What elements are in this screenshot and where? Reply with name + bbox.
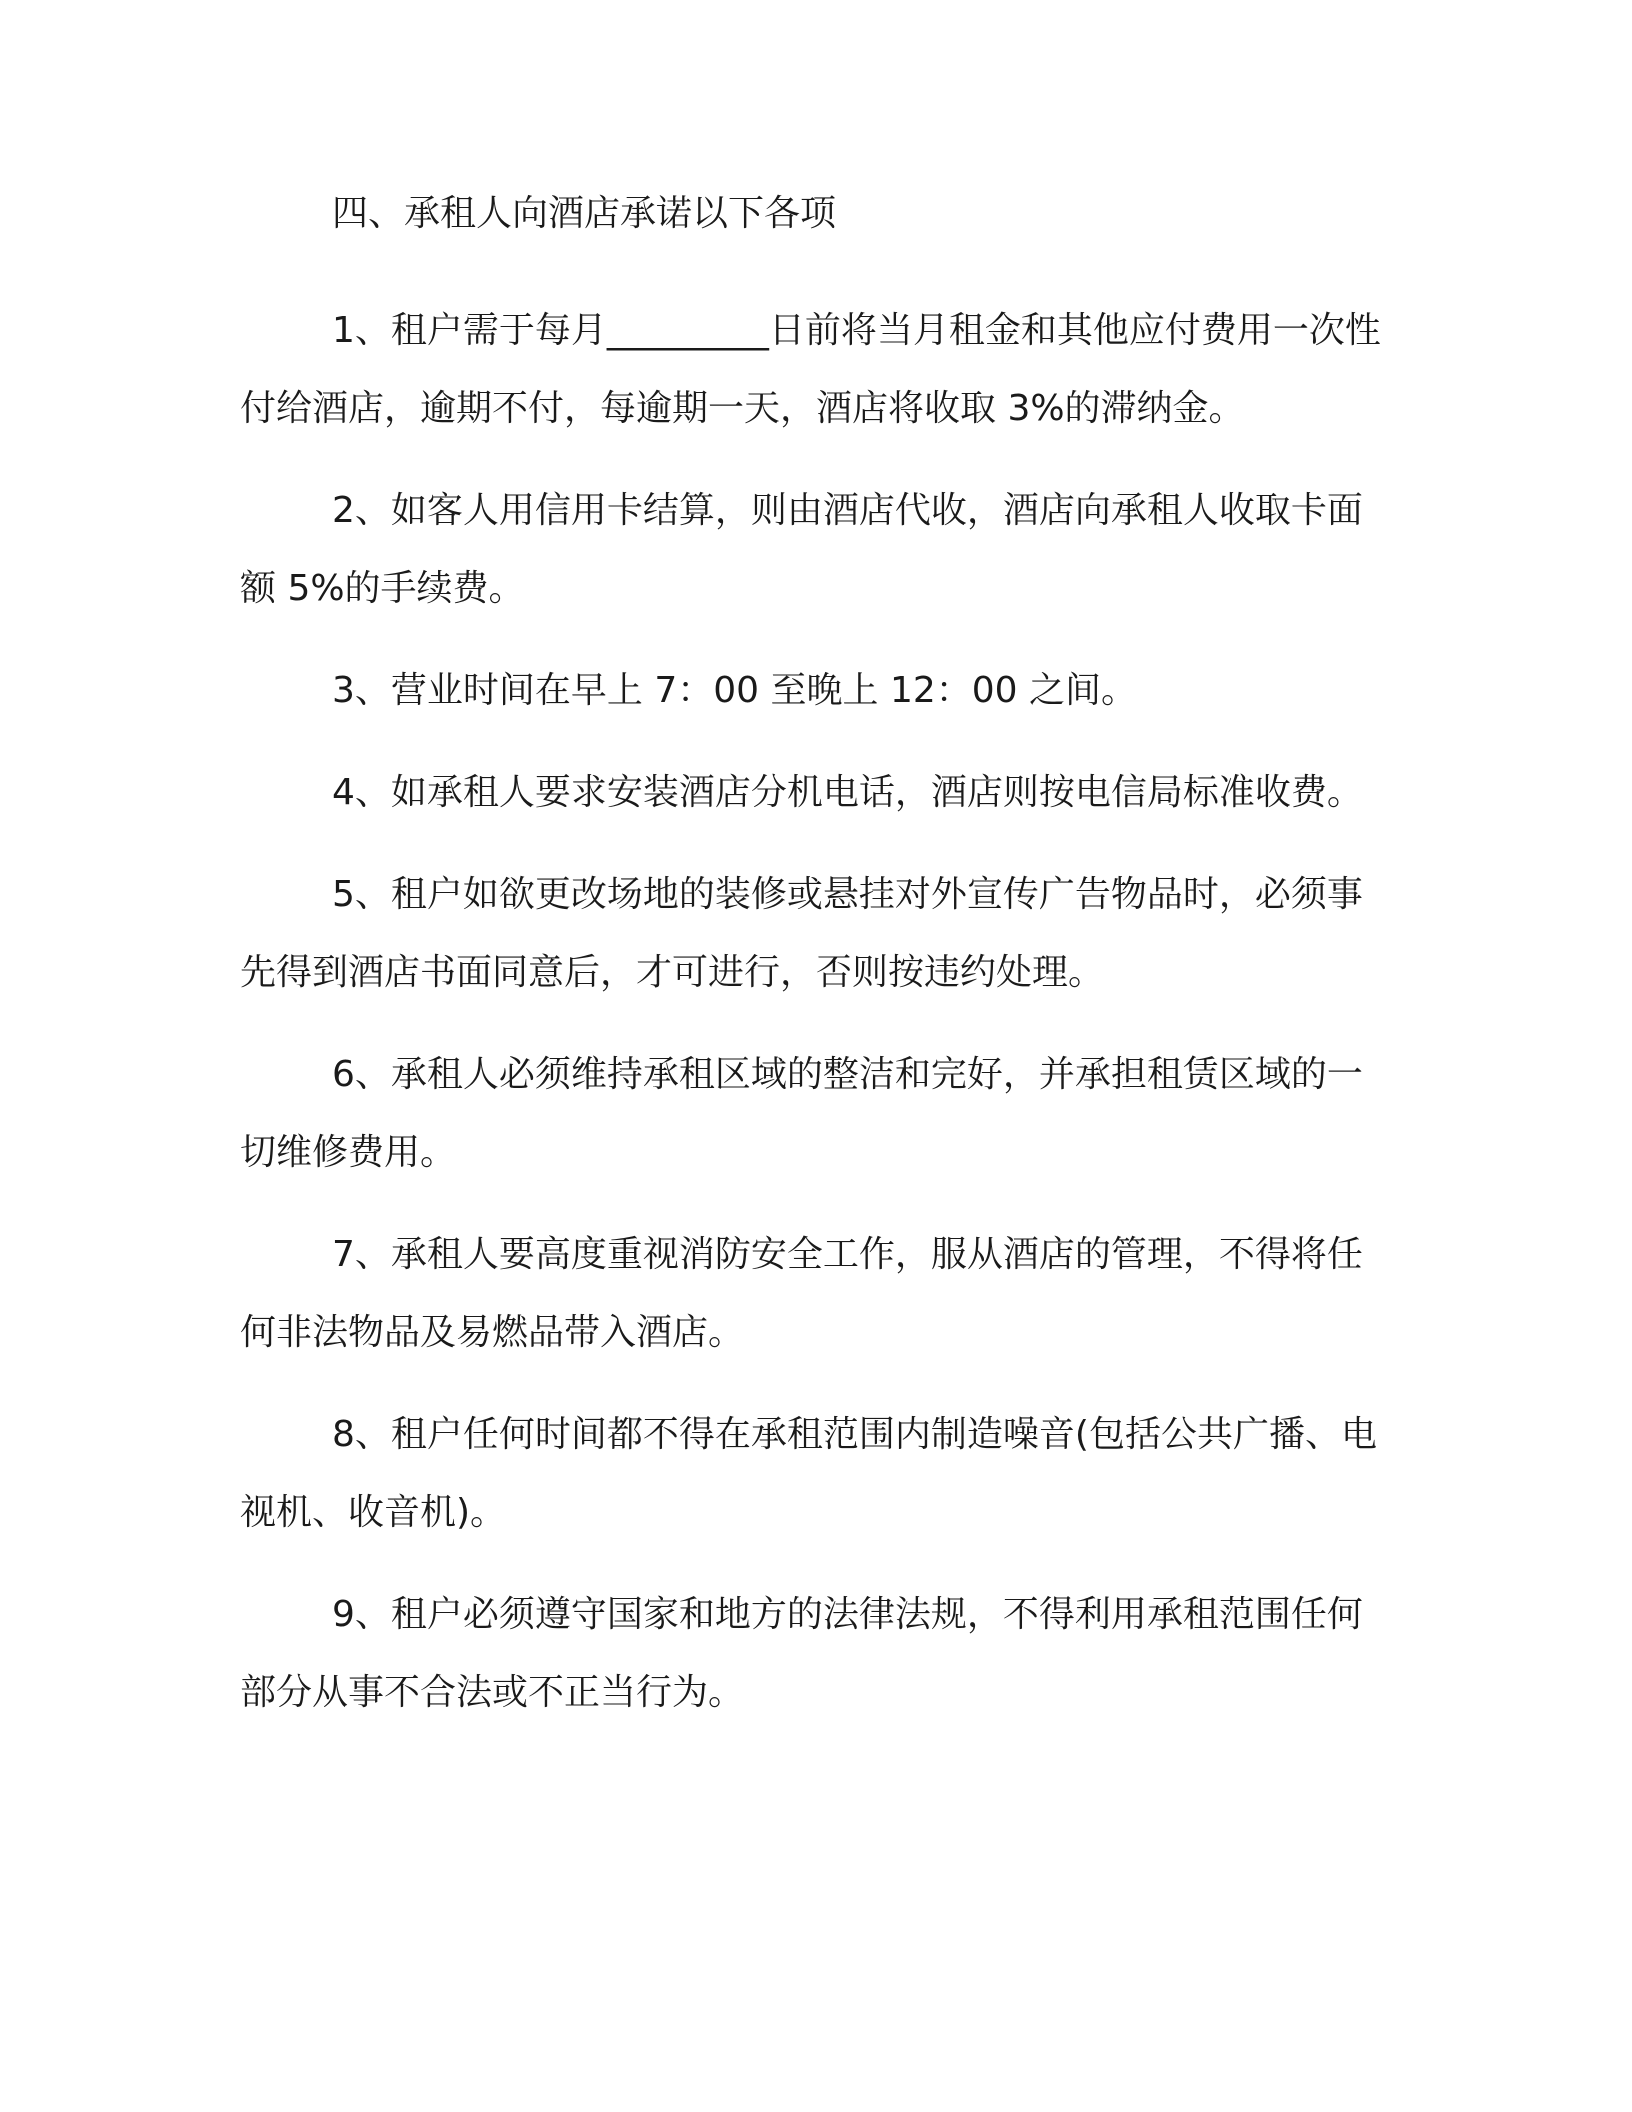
clause-2: 2、如客人用信用卡结算，则由酒店代收，酒店向承租人收取卡面额 5%的手续费。	[240, 490, 1363, 609]
clause-6: 6、承租人必须维持承租区域的整洁和完好，并承担租赁区域的一切维修费用。	[240, 1054, 1363, 1173]
clause-3: 3、营业时间在早上 7：00 至晚上 12：00 之间。	[332, 670, 1138, 711]
section-heading: 四、承租人向酒店承诺以下各项	[332, 193, 837, 234]
clause-5: 5、租户如欲更改场地的装修或悬挂对外宣传广告物品时，必须事先得到酒店书面同意后，才可进行，否则按违约处理。	[240, 874, 1363, 993]
clause-9: 9、租户必须遵守国家和地方的法律法规，不得利用承租范围任何部分从事不合法或不正当行为。	[240, 1594, 1363, 1713]
clause-1: 1、租户需于每月_________日前将当月租金和其他应付费用一次性付给酒店，逾期不付，每逾期一天，酒店将收取 3%的滞纳金。	[240, 310, 1381, 429]
clause-7: 7、承租人要高度重视消防安全工作，服从酒店的管理，不得将任何非法物品及易燃品带入酒店。	[240, 1234, 1363, 1353]
clause-8: 8、租户任何时间都不得在承租范围内制造噪音(包括公共广播、电视机、收音机)。	[240, 1414, 1377, 1533]
document-body	[240, 190, 1390, 1756]
clause-4: 4、如承租人要求安装酒店分机电话，酒店则按电信局标准收费。	[332, 772, 1363, 813]
